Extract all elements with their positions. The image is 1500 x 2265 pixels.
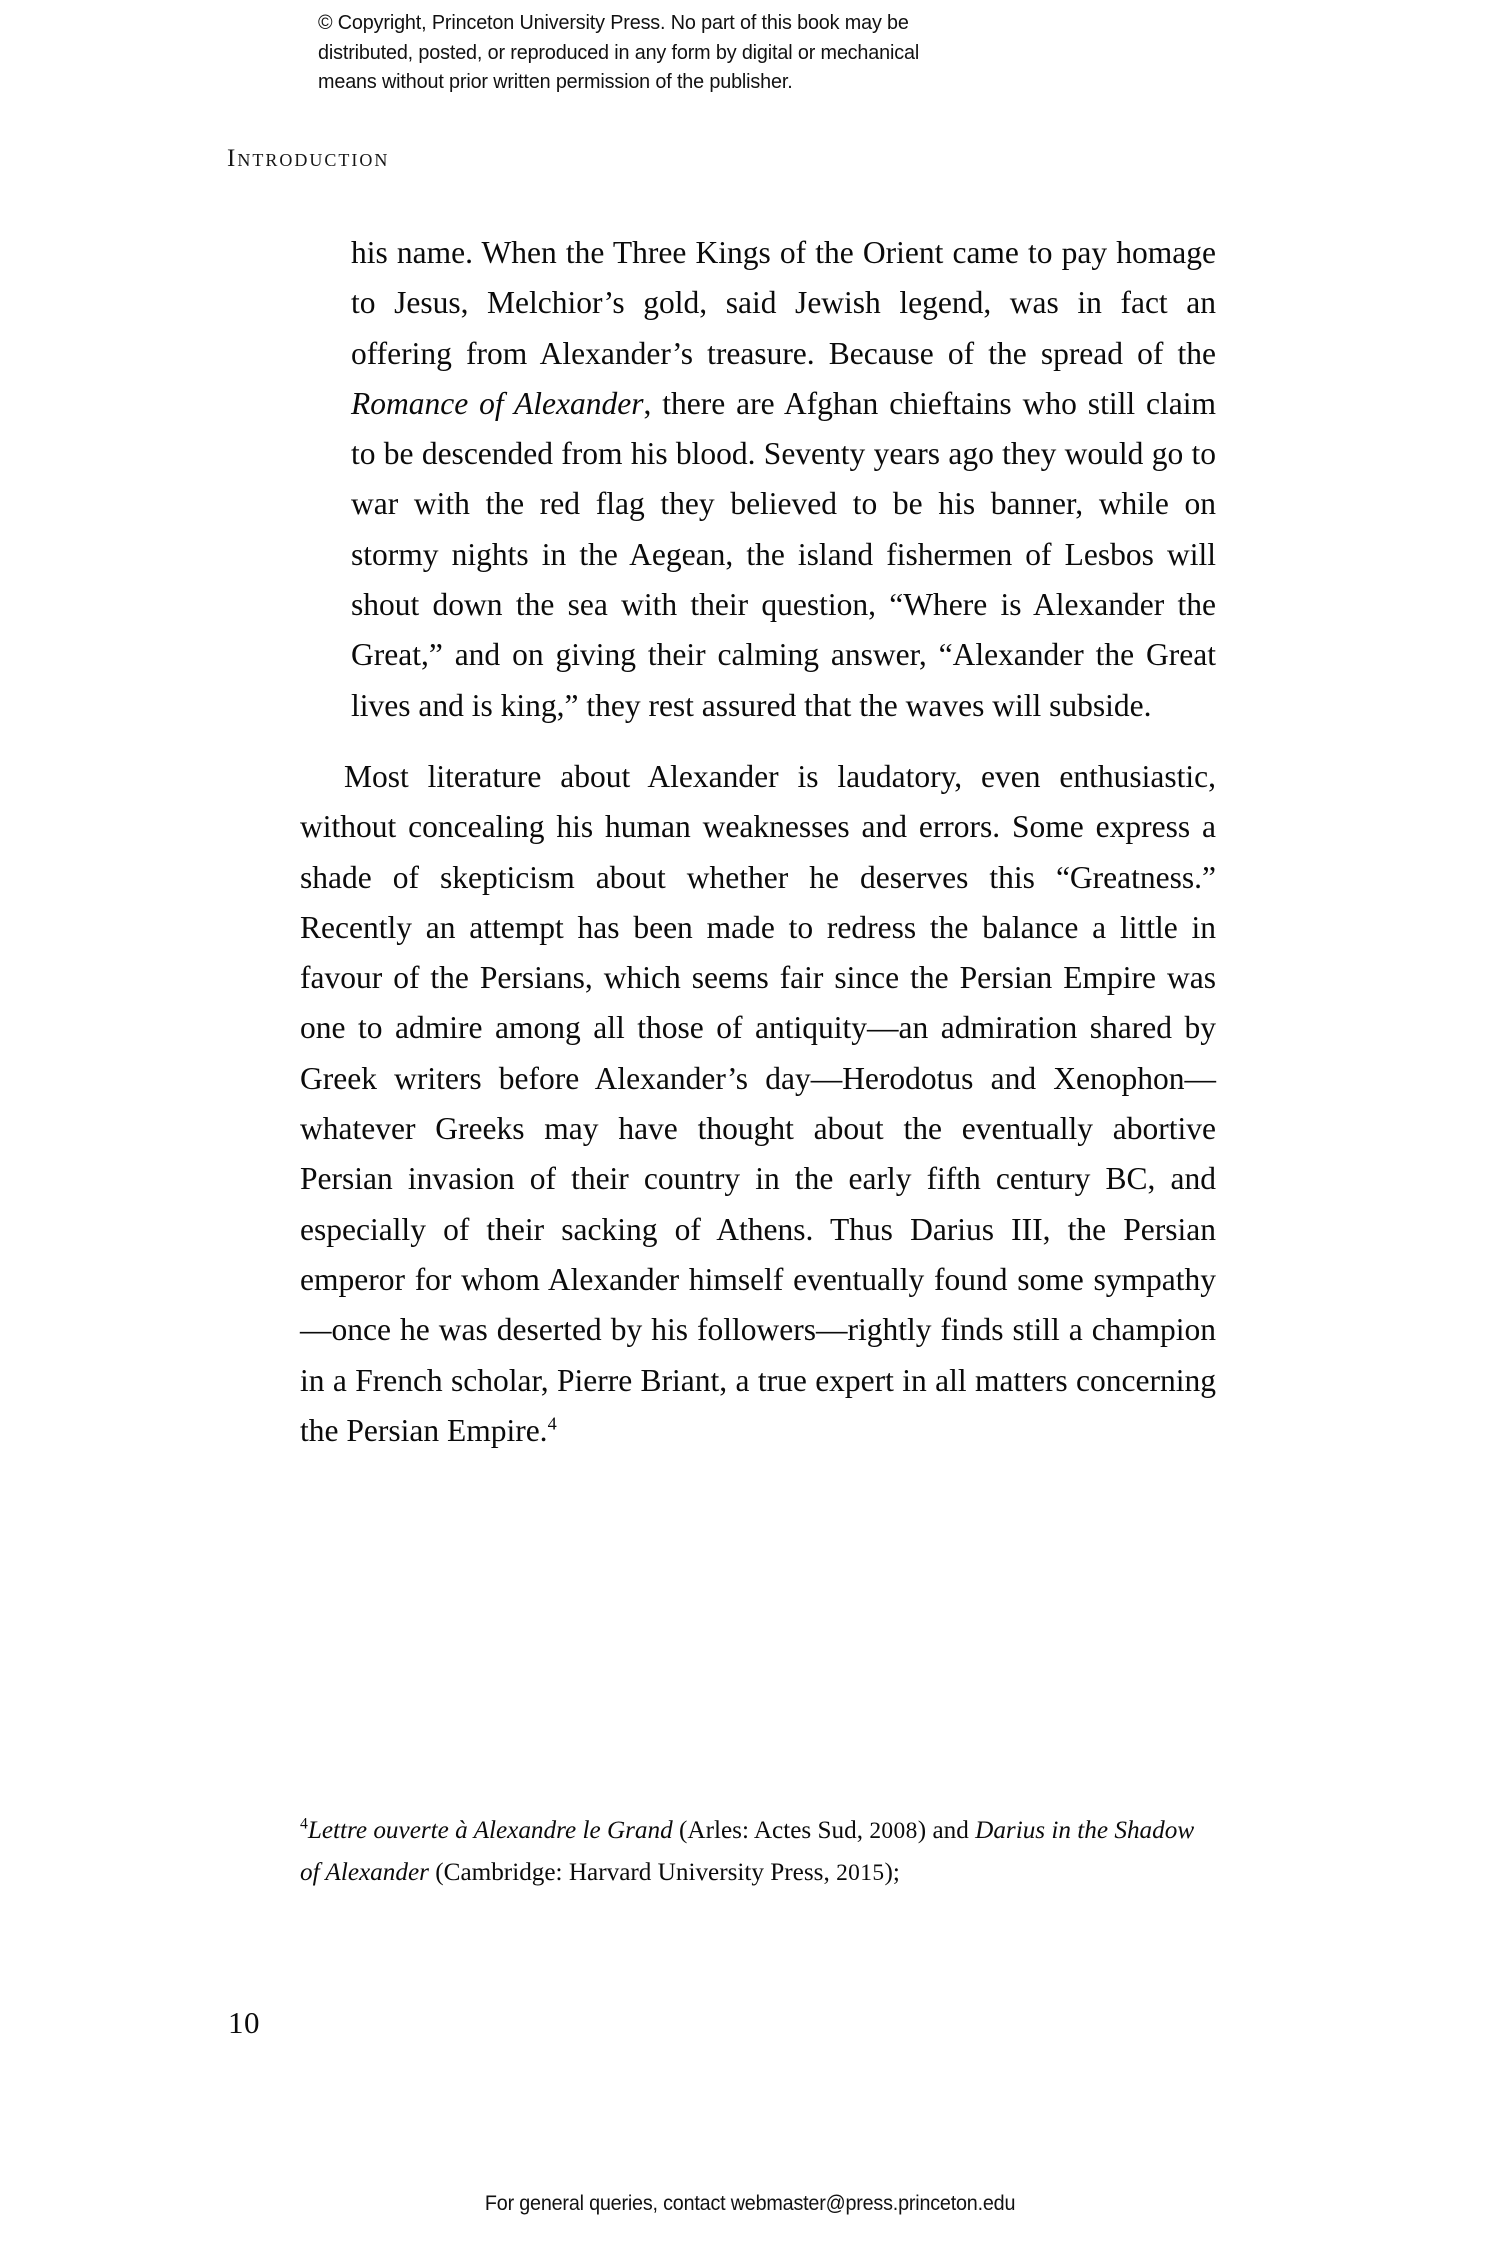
- page-number: 10: [228, 2005, 260, 2040]
- main-text-column: [300, 228, 1216, 1456]
- footnote-title-2: Darius in the Shadow of Alexander: [300, 1817, 1195, 1886]
- footnote-4: [300, 1810, 1216, 1894]
- page-footer: [0, 2192, 1500, 2216]
- paragraph-1-part-2: , there are Afghan chieftains who still claim to be descended from his blood. Seventy years ago they would go to war with the red flag they believed to be his banner, while on stormy nights in the Aegean, the island fishermen of Lesbos will shout down the sea with their question, “Where is Alexander the Great,” and on giving their calming answer, “Alexander the Great lives and is king,” they rest assured that the waves will subside.: [351, 385, 1216, 723]
- running-head-introduction: Introduction: [227, 145, 390, 172]
- paragraph-1-part-1: his name. When the Three Kings of the Orient came to pay homage to Jesus, Melchior’s gold, said Jewish legend, was in fact an offering from Alexander’s treasure. Because of the spread of the: [351, 235, 1216, 371]
- footnote-year-1: 2008: [869, 1818, 918, 1844]
- footnote-number: 4: [300, 1815, 308, 1833]
- paragraph-continuation: [351, 228, 1216, 731]
- copyright-line-1: © Copyright, Princeton University Press. No part of this book may be: [318, 11, 909, 34]
- footnote-title-1: Lettre ouverte à Alexandre le Grand: [307, 1817, 673, 1844]
- footer-text: For general queries, contact webmaster@press.princeton.edu: [484, 2192, 1016, 2215]
- book-title-romance-of-alexander: Romance of Alexander: [351, 385, 644, 421]
- footnote-mid-1: (Arles: Actes Sud,: [672, 1817, 870, 1844]
- paragraph-2-text: Most literature about Alexander is laudatory, even enthusiastic, without concealing his human weaknesses and errors. Some express a shade of skepticism about whether he deserves this “Greatness.” Recently an attempt has been made to redress the balance a little in favour of the Persians, which seems fair since the Persian Empire was one to admire among all those of antiquity—an admiration shared by Greek writers before Alexander’s day—Herodotus and Xenophon—whatever Greeks may have thought about the eventually abortive Persian invasion of their country in the early fifth century BC, and especially of their sacking of Athens. Thus Darius III, the Persian emperor for whom Alexander himself eventually found some sympathy—once he was deserted by his followers—rightly finds still a champion in a French scholar, Pierre Briant, a true expert in all matters concerning the Persian Empire.: [300, 758, 1216, 1448]
- footnote-mid-3: (Cambridge: Harvard University Press,: [428, 1859, 837, 1886]
- footnote-reference-4[interactable]: 4: [547, 1413, 557, 1434]
- footnote-mid-2: ) and: [917, 1817, 976, 1844]
- copyright-line-3: means without prior written permission of the publisher.: [318, 70, 793, 93]
- footnote-tail: );: [884, 1859, 900, 1886]
- copyright-line-2: distributed, posted, or reproduced in any form by digital or mechanical: [318, 40, 920, 64]
- copyright-notice: [318, 8, 1133, 97]
- paragraph-most-literature: [300, 752, 1216, 1456]
- footnote-year-2: 2015: [836, 1860, 885, 1886]
